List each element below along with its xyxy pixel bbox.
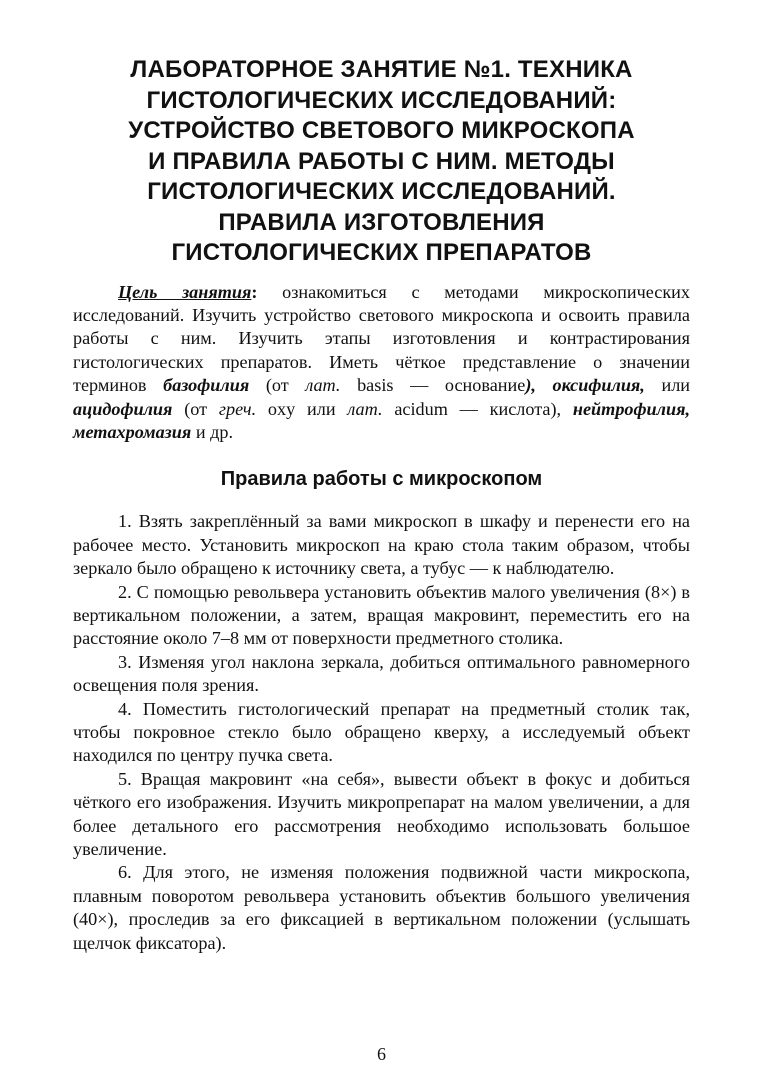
title-line: ГИСТОЛОГИЧЕСКИХ ИССЛЕДОВАНИЙ.	[147, 178, 616, 205]
goal-text: и др.	[191, 421, 233, 442]
rule-item: 6. Для этого, не изменяя положения подвижной части микроскопа, плавным поворотом револьвера установить объектив большого увеличения (40×), проследив за его фиксацией в вертикальном положении (услышать щелчок фиксатора).	[73, 862, 690, 953]
title-line: ПРАВИЛА ИЗГОТОВЛЕНИЯ	[218, 208, 545, 236]
goal-text: oxy или	[256, 398, 348, 419]
term-oxyphilia: оксифилия,	[552, 375, 645, 396]
goal-text: acidum — кислота),	[382, 398, 573, 419]
rule-item: 2. С помощью револьвера установить объектив малого увеличения (8×) в вертикальном положении, а затем, вращая макровинт, переместить его на расстояние около 7–8 мм от поверхности предметного столика.	[73, 581, 690, 649]
rule-item: 4. Поместить гистологический препарат на предметный столик так, чтобы покровное стекло было обращено кверху, а исследуемый объект находился по центру пучка света.	[73, 698, 690, 766]
term-basophilia: базофилия	[163, 375, 250, 396]
rule-item: 5. Вращая макровинт «на себя», вывести объект в фокус и добиться чёткого его изображения. Изучить микропрепарат на малом увеличении, а для более детального его рассмотрения необходимо использовать большое увеличение.	[73, 768, 690, 860]
section-heading: Правила работы с микроскопом	[220, 468, 543, 491]
rule-item: 3. Изменяя угол наклона зеркала, добиться оптимального равномерного освещения поля зрения.	[73, 651, 690, 696]
goal-paragraph	[73, 281, 690, 445]
page-title	[73, 55, 690, 269]
goal-text	[536, 375, 553, 395]
term-neutrophilia-metachromasia: нейтрофилия, метахромазия	[73, 398, 691, 442]
title-line: ГИСТОЛОГИЧЕСКИХ ПРЕПАРАТОВ	[171, 239, 592, 266]
page-number: 6	[377, 1044, 386, 1064]
document-page	[73, 55, 690, 955]
goal-text: basis — основание	[340, 375, 526, 396]
title-line: УСТРОЙСТВО СВЕТОВОГО МИКРОСКОПА	[128, 117, 635, 144]
goal-text: ознакомиться с методами микроскопических исследований. Изучить устройство светового микроскопа и освоить правила работы с ним. Изучить этапы изготовления и контрастирования гистологических препаратов. Иметь чёткое представление о значении терминов	[73, 281, 691, 396]
title-line: И ПРАВИЛА РАБОТЫ С НИМ. МЕТОДЫ	[148, 147, 615, 175]
abbr-greek: греч.	[218, 398, 257, 419]
goal-label: Цель занятия	[118, 281, 252, 302]
term-acidophilia: ацидофилия	[73, 398, 173, 419]
goal-colon: :	[251, 281, 258, 302]
abbr-latin: лат.	[347, 398, 383, 419]
rule-item: 1. Взять закреплённый за вами микроскоп в шкафу и перенести его на рабочее место. Установить микроскоп на краю стола таким образом, чтобы зеркало было обращено к источнику света, а тубус — к наблюдателю.	[73, 511, 690, 579]
goal-punctuation: ),	[525, 375, 536, 396]
title-line: ЛАБОРАТОРНОЕ ЗАНЯТИЕ №1. ТЕХНИКА	[130, 56, 633, 83]
goal-text: (от	[172, 398, 219, 419]
goal-text: (от	[249, 375, 306, 396]
title-line: ГИСТОЛОГИЧЕСКИХ ИССЛЕДОВАНИЙ:	[146, 86, 617, 114]
abbr-latin: лат.	[305, 375, 341, 396]
goal-text: или	[644, 375, 691, 396]
